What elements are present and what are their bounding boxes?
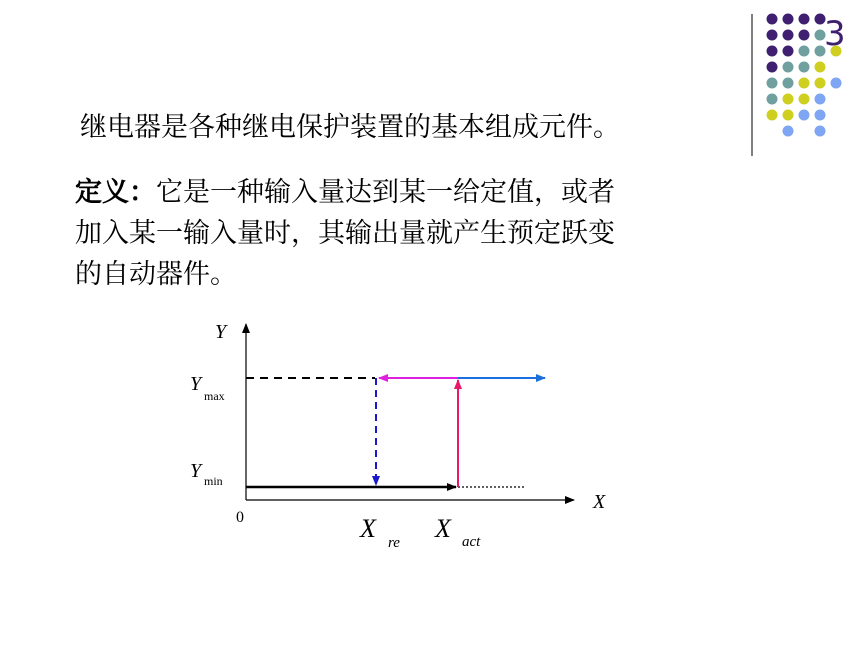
deco-dot [783,110,794,121]
definition-line-3: 的自动器件。 [75,259,237,290]
deco-dot [799,14,810,25]
ymax-label-sub: max [204,389,225,403]
deco-dot [799,94,810,105]
deco-dot [783,46,794,57]
ymin-label-main: Y [190,460,202,482]
deco-dot [767,14,778,25]
x-re-label [359,514,400,551]
deco-dot [799,62,810,73]
x-axis-label: X [593,491,606,513]
y-axis-label: Y [215,321,227,343]
deco-dot [815,126,826,137]
relay-characteristic-diagram [170,310,630,560]
deco-dot [799,30,810,41]
deco-dot [767,78,778,89]
definition-text: 它是一种输入量达到某一给定值，或者 [156,177,615,208]
deco-dot [831,78,842,89]
deco-dot [799,78,810,89]
deco-dot [815,94,826,105]
x-re-label-main: X [360,514,376,543]
deco-dot [799,110,810,121]
x-act-label [434,514,481,550]
definition-line-1 [75,172,755,213]
deco-dot [799,46,810,57]
x-act-label-sub: act [462,534,481,550]
deco-dot [767,62,778,73]
deco-dot [783,30,794,41]
deco-dot [783,62,794,73]
deco-dot [767,94,778,105]
origin-label: 0 [236,509,244,526]
ymax-label [190,373,225,403]
deco-dot [783,14,794,25]
x-re-label-sub: re [388,535,400,551]
vertical-divider [751,14,753,156]
ymax-label-main: Y [190,373,202,395]
deco-dot [815,62,826,73]
deco-dot [815,110,826,121]
deco-dot [767,30,778,41]
deco-dot [783,78,794,89]
deco-dot [783,126,794,137]
ymin-label [190,460,223,488]
deco-dot [815,78,826,89]
definition-term: 定义： [75,177,156,208]
deco-dot [767,110,778,121]
x-act-label-main: X [435,514,451,543]
definition-line-2: 加入某一输入量时，其输出量就产生预定跃变 [75,218,615,249]
deco-dot [767,46,778,57]
intro-text: 继电器是各种继电保护装置的基本组成元件。 [80,112,620,143]
definition-block [75,172,755,295]
slide-number: 3 [824,14,846,54]
ymin-label-sub: min [204,474,223,488]
deco-dot [783,94,794,105]
